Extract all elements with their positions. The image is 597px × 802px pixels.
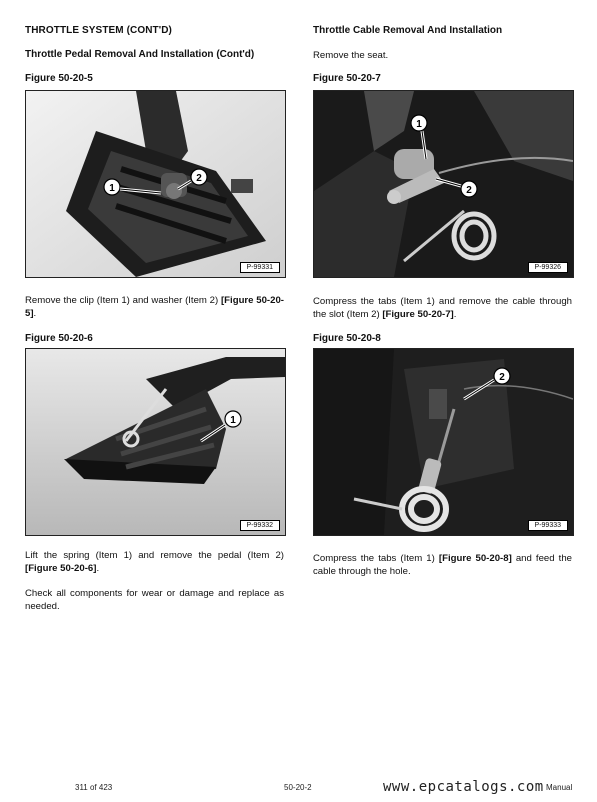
figure-photo-pedal-clip <box>25 90 286 278</box>
manual-label: Manual <box>546 783 573 792</box>
svg-text:1: 1 <box>109 183 115 194</box>
page-number: 50-20-2 <box>284 783 312 792</box>
paragraph: Compress the tabs (Item 1) [Figure 50-20-8] and feed the cable through the hole. <box>313 553 572 577</box>
figure-label: Figure 50-20-5 <box>25 73 93 84</box>
svg-text:2: 2 <box>466 185 472 196</box>
page-count: 311 of 423 <box>75 783 113 792</box>
figure-photo-pedal-spring <box>25 348 286 536</box>
figure-photo-cable-slot <box>313 90 574 278</box>
figure-reference: [Figure 50-20-5] <box>25 295 284 319</box>
figure-tag: P-99326 <box>528 262 568 273</box>
paragraph: Check all components for wear or damage and replace as needed. <box>25 588 284 612</box>
figure-reference: [Figure 50-20-8] <box>438 553 512 564</box>
paragraph: Remove the seat. <box>313 50 389 61</box>
svg-text:1: 1 <box>416 119 422 130</box>
figure-label: Figure 50-20-7 <box>313 73 381 84</box>
figure-reference: [Figure 50-20-7] <box>382 308 454 320</box>
svg-text:2: 2 <box>196 173 202 184</box>
figure-reference: [Figure 50-20-6] <box>25 562 97 574</box>
figure-label: Figure 50-20-8 <box>313 333 381 344</box>
svg-text:2: 2 <box>499 372 505 383</box>
paragraph: Remove the clip (Item 1) and washer (Item 2) [Figure 50-20-5]. <box>25 295 284 319</box>
figure-photo-cable-hole <box>313 348 574 536</box>
paragraph: Compress the tabs (Item 1) and remove the cable through the slot (Item 2) [Figure 50-20-7]. <box>313 296 572 320</box>
section-title: THROTTLE SYSTEM (CONT'D) <box>25 25 172 36</box>
figure-label: Figure 50-20-6 <box>25 333 93 344</box>
svg-text:1: 1 <box>230 415 236 426</box>
figure-tag: P-99331 <box>240 262 280 273</box>
subsection-title: Throttle Pedal Removal And Installation (Cont'd) <box>25 49 255 60</box>
paragraph: Lift the spring (Item 1) and remove the pedal (Item 2) [Figure 50-20-6]. <box>25 550 284 574</box>
section-title: Throttle Cable Removal And Installation <box>313 25 503 36</box>
figure-tag: P-99333 <box>528 520 568 531</box>
figure-tag: P-99332 <box>240 520 280 531</box>
watermark: www.epcatalogs.com <box>383 779 544 795</box>
